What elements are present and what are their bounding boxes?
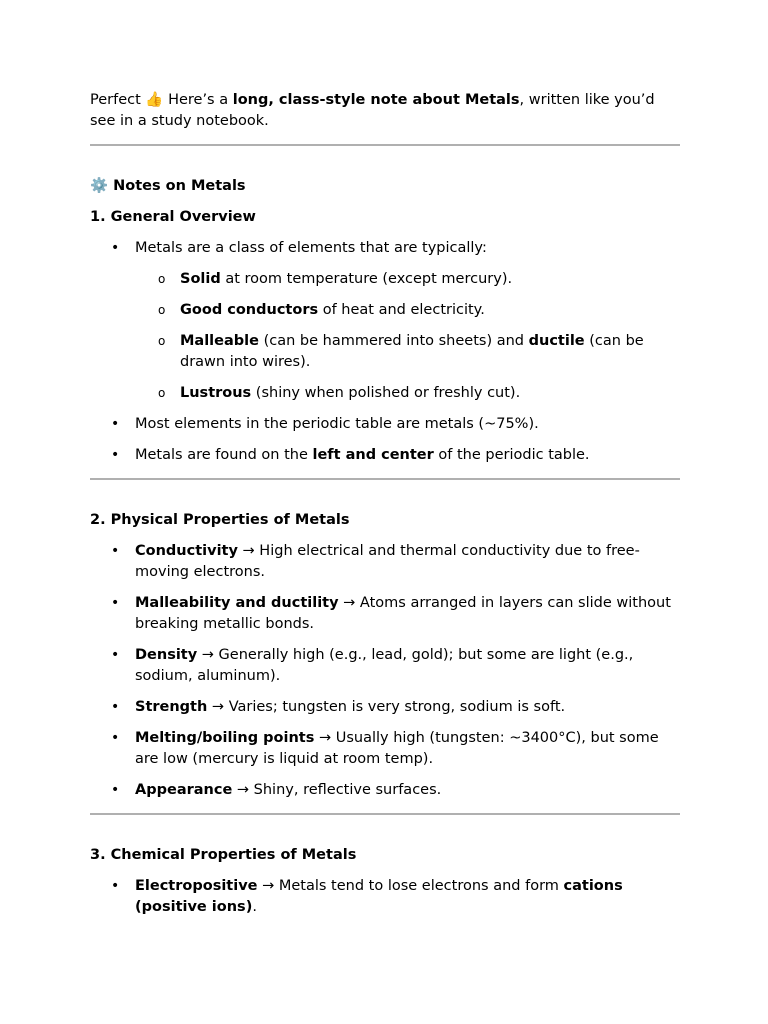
- description: Metals are found on the: [135, 447, 313, 463]
- divider: [90, 813, 680, 815]
- description: → Generally high (e.g., lead, gold); but some are light (e.g., sodium, aluminum).: [135, 647, 634, 684]
- description: at room temperature (except mercury).: [220, 271, 513, 287]
- list-item: [90, 728, 680, 770]
- description: (can be hammered into sheets) and: [258, 333, 529, 349]
- term: Malleability and ductility: [135, 595, 339, 611]
- list-item-text: Metals are a class of elements that are typically:: [135, 240, 487, 256]
- term: Solid: [180, 271, 221, 287]
- intro-bold-text: long, class-style note about Metals: [232, 92, 520, 108]
- description: → Shiny, reflective surfaces.: [232, 782, 442, 798]
- list-item: • Most elements in the periodic table are metals (~75%).: [90, 414, 680, 435]
- list-item: [90, 541, 680, 583]
- term: Lustrous: [180, 385, 252, 401]
- term: Appearance: [135, 782, 233, 798]
- term: Good conductors: [180, 302, 319, 318]
- description: (can be drawn into wires).: [180, 333, 644, 370]
- description: of heat and electricity.: [318, 302, 485, 318]
- section-heading-general-overview: 1. General Overview: [90, 209, 256, 225]
- list-item: [90, 697, 680, 718]
- term: cations (positive ions): [135, 878, 623, 915]
- term: Malleable: [180, 333, 259, 349]
- list-item: [90, 876, 680, 918]
- term: ductile: [528, 333, 585, 349]
- sub-list-item: [135, 331, 680, 373]
- description: → Atoms arranged in layers can slide without breaking metallic bonds.: [135, 595, 671, 632]
- term: left and center: [312, 447, 434, 463]
- chemical-properties-list: [90, 876, 680, 918]
- description: → Usually high (tungsten: ~3400°C), but some are low (mercury is liquid at room temp).: [135, 730, 659, 767]
- description: of the periodic table.: [433, 447, 590, 463]
- description: .: [252, 899, 257, 915]
- description: → Metals tend to lose electrons and form: [257, 878, 564, 894]
- document-content: [90, 90, 680, 918]
- divider: [90, 478, 680, 480]
- list-item: [90, 445, 680, 466]
- term: Electropositive: [135, 878, 258, 894]
- divider: [90, 144, 680, 146]
- list-item: [90, 238, 680, 404]
- list-item: [90, 645, 680, 687]
- description: → Varies; tungsten is very strong, sodium is soft.: [207, 699, 566, 715]
- description: (shiny when polished or freshly cut).: [251, 385, 521, 401]
- intro-text-end: , written like you’d see in a study notebook.: [90, 92, 655, 129]
- general-overview-list: [90, 238, 680, 466]
- section-heading-physical-properties: 2. Physical Properties of Metals: [90, 512, 350, 528]
- list-item: [90, 780, 680, 801]
- term: Conductivity: [135, 543, 238, 559]
- description: → High electrical and thermal conductivity due to free-moving electrons.: [135, 543, 640, 580]
- notes-title: ⚙️ Notes on Metals: [90, 178, 246, 194]
- intro-paragraph: [90, 90, 680, 132]
- sub-list-item: [135, 269, 680, 290]
- term: Melting/boiling points: [135, 730, 315, 746]
- list-item: [90, 593, 680, 635]
- physical-properties-list: [90, 541, 680, 801]
- term: Strength: [135, 699, 208, 715]
- sub-list-item: [135, 383, 680, 404]
- sub-list-item: [135, 300, 680, 321]
- intro-text: Perfect 👍 Here’s a: [90, 92, 233, 108]
- sub-list: [135, 269, 680, 404]
- section-heading-chemical-properties: 3. Chemical Properties of Metals: [90, 847, 357, 863]
- term: Density: [135, 647, 198, 663]
